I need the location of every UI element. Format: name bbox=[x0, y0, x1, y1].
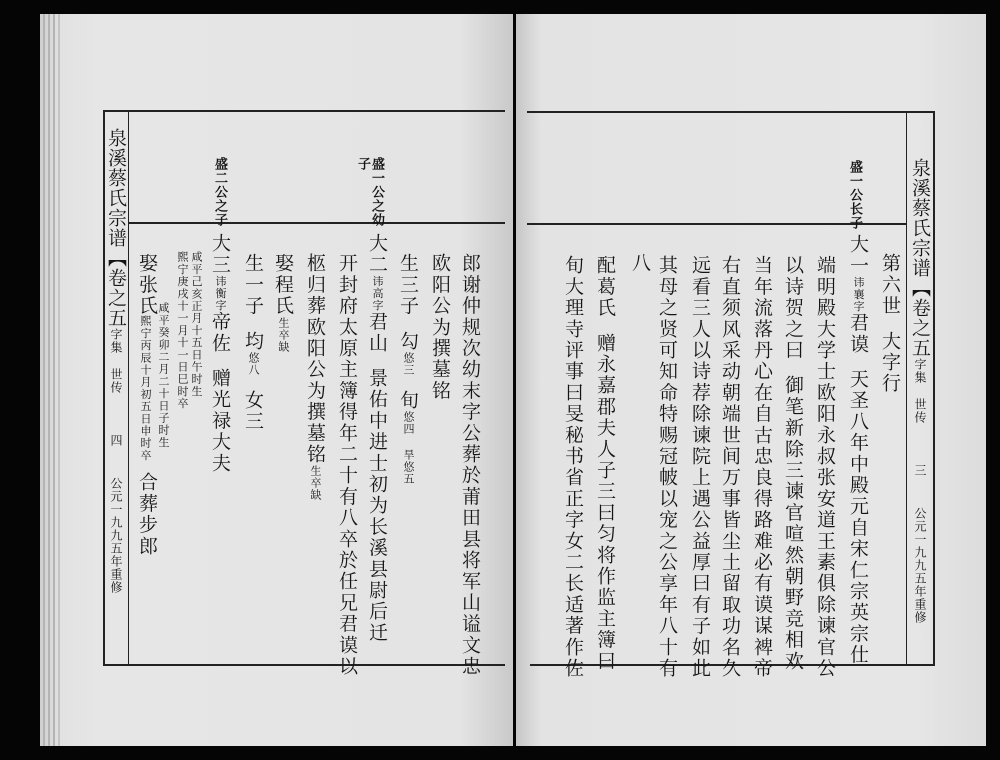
edition: 公元一九九五年重修 bbox=[109, 477, 123, 594]
text-column: 远看三人以诗荐除谏院上遇公益厚曰有子如此 bbox=[689, 255, 711, 679]
spine-divider bbox=[906, 111, 907, 666]
death-date: 熙宁丙辰十月初五日申时卒 bbox=[139, 315, 152, 462]
page-number: 四 bbox=[109, 434, 123, 447]
person-name: 大二 bbox=[366, 233, 388, 276]
text-column: 端明殿大学士欧阳永叔张安道王素俱除谏官公 bbox=[814, 255, 836, 679]
header-sheng-er: 盛二公之子 bbox=[212, 157, 227, 227]
frame-top bbox=[103, 110, 505, 112]
volume: 【卷之五 bbox=[909, 278, 931, 358]
person-name: 大三 bbox=[209, 233, 231, 276]
page-edge bbox=[53, 14, 55, 746]
wife-entry: 娶张氏 bbox=[136, 253, 158, 317]
text-column: 柩归葬欧阳公为撰墓铭生卒缺 bbox=[304, 253, 326, 501]
frame-top bbox=[527, 111, 935, 113]
header-sheng-yi: 盛一公之幼 bbox=[369, 157, 384, 227]
book-title: 泉溪蔡氏宗谱 bbox=[909, 158, 931, 278]
collection: 字集 bbox=[913, 358, 927, 384]
text-column: 旬大理寺评事曰旻秘书省正字女二长适著作佐 bbox=[562, 255, 584, 679]
frame-bottom bbox=[103, 664, 505, 666]
spine-text bbox=[106, 128, 125, 594]
person-name: 大一 bbox=[847, 234, 869, 277]
section: 世传 bbox=[913, 398, 927, 424]
page-edge bbox=[48, 14, 50, 746]
person-entry: 大三讳衡字帝佐赠光禄大夫 bbox=[209, 233, 231, 474]
person-entry: 大二讳高字君山景佑中进士初为长溪县尉后迁 bbox=[366, 233, 388, 644]
spine-divider bbox=[128, 110, 129, 666]
person-entry: 大一讳襄字君谟天圣八年中殿元自宋仁宗英宗仕 bbox=[847, 234, 869, 666]
text-column: 当年流落丹心在自古忠良得路难必有谟谋裨帝 bbox=[751, 255, 773, 679]
text-column: 右直须风采动朝端世间万事皆尘土留取功名久 bbox=[719, 255, 741, 679]
text-column: 其母之贤可知命特赐冠帔以宠之公享年八十有 bbox=[656, 255, 678, 679]
spine-text bbox=[910, 158, 929, 624]
text-column: 八 bbox=[629, 253, 651, 275]
text-column: 欧阳公为撰墓铭 bbox=[429, 253, 451, 402]
burial-note: 合葬步郎 bbox=[136, 472, 158, 557]
book-title: 泉溪蔡氏宗谱 bbox=[105, 128, 127, 248]
death-date: 熙宁庚戌十一月十一日巳时卒 bbox=[176, 251, 189, 410]
text-column: 郎谢仲规次幼末字公葬於莆田县将军山谥文忠 bbox=[459, 253, 481, 677]
generation-heading: 第六世大字行 bbox=[879, 253, 901, 395]
section: 世传 bbox=[109, 368, 123, 394]
page-edge bbox=[43, 14, 45, 746]
header-divider bbox=[128, 222, 505, 224]
header-sheng-yi: 盛一公长子 bbox=[847, 160, 862, 230]
page-number: 三 bbox=[913, 464, 927, 477]
collection: 字集 bbox=[109, 328, 123, 354]
text-column: 以诗贺之曰御笔新除三谏官喧然朝野竞相欢 bbox=[782, 255, 804, 672]
text-column: 开封府太原主簿得年二十有八卒於任兄君谟以 bbox=[336, 253, 358, 677]
text-column: 配葛氏赠永嘉郡夫人子三曰匀将作监主簿曰 bbox=[594, 255, 616, 672]
header-sheng-yi-tail: 子 bbox=[355, 157, 370, 171]
text-column: 生一子均悠八女三 bbox=[242, 253, 264, 433]
volume: 【卷之五 bbox=[105, 248, 127, 328]
page-edge bbox=[58, 14, 60, 746]
text-column: 娶程氏生卒缺 bbox=[272, 253, 294, 353]
edition: 公元一九九五年重修 bbox=[913, 507, 927, 624]
text-column: 生三子勾悠三旬悠四旱悠五 bbox=[397, 253, 419, 486]
frame-right bbox=[933, 111, 935, 666]
birth-date: 咸平癸卯二月二十日子时生 bbox=[157, 302, 170, 449]
birth-date: 咸平己亥正月十五日午时生 bbox=[190, 251, 203, 398]
